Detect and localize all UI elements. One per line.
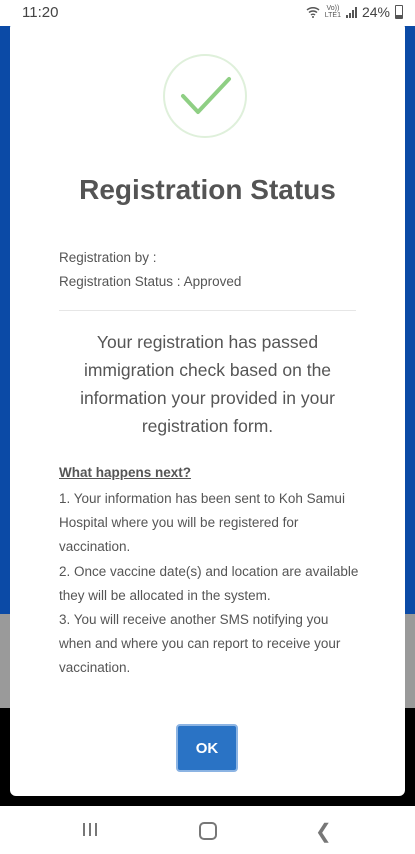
next-steps-list	[59, 487, 359, 681]
step-item: 3. You will receive another SMS notifying you when and where you can report to receive your vaccination.	[59, 612, 341, 676]
signal-icon	[346, 7, 357, 18]
recents-icon[interactable]	[83, 823, 97, 836]
next-steps-heading: What happens next?	[59, 465, 192, 480]
battery-icon	[395, 5, 403, 19]
status-message: Your registration has passed immigration check based on the information your provided in your registration form.	[80, 332, 335, 436]
back-icon[interactable]: ❮	[315, 821, 332, 843]
step-item: 2. Once vaccine date(s) and location are available they will be allocated in the system.	[59, 563, 359, 603]
success-badge	[163, 54, 247, 138]
ok-button[interactable]: OK	[176, 724, 238, 772]
status-icons	[306, 4, 403, 20]
dialog-title: Registration Status	[79, 174, 336, 205]
navigation-bar	[0, 806, 415, 854]
divider	[59, 310, 356, 311]
registration-status: Registration Status : Approved	[59, 274, 242, 289]
volte-indicator: Vo)) LTE1	[324, 5, 341, 19]
registration-by: Registration by :	[59, 250, 157, 265]
step-item: 1. Your information has been sent to Koh Samui Hospital where you will be registered for vaccination.	[59, 491, 345, 555]
check-icon	[179, 74, 233, 118]
home-icon[interactable]	[199, 822, 217, 840]
wifi-icon	[306, 6, 320, 18]
battery-percent: 24%	[361, 4, 390, 20]
registration-status-dialog	[10, 22, 405, 796]
status-time: 11:20	[22, 4, 59, 21]
